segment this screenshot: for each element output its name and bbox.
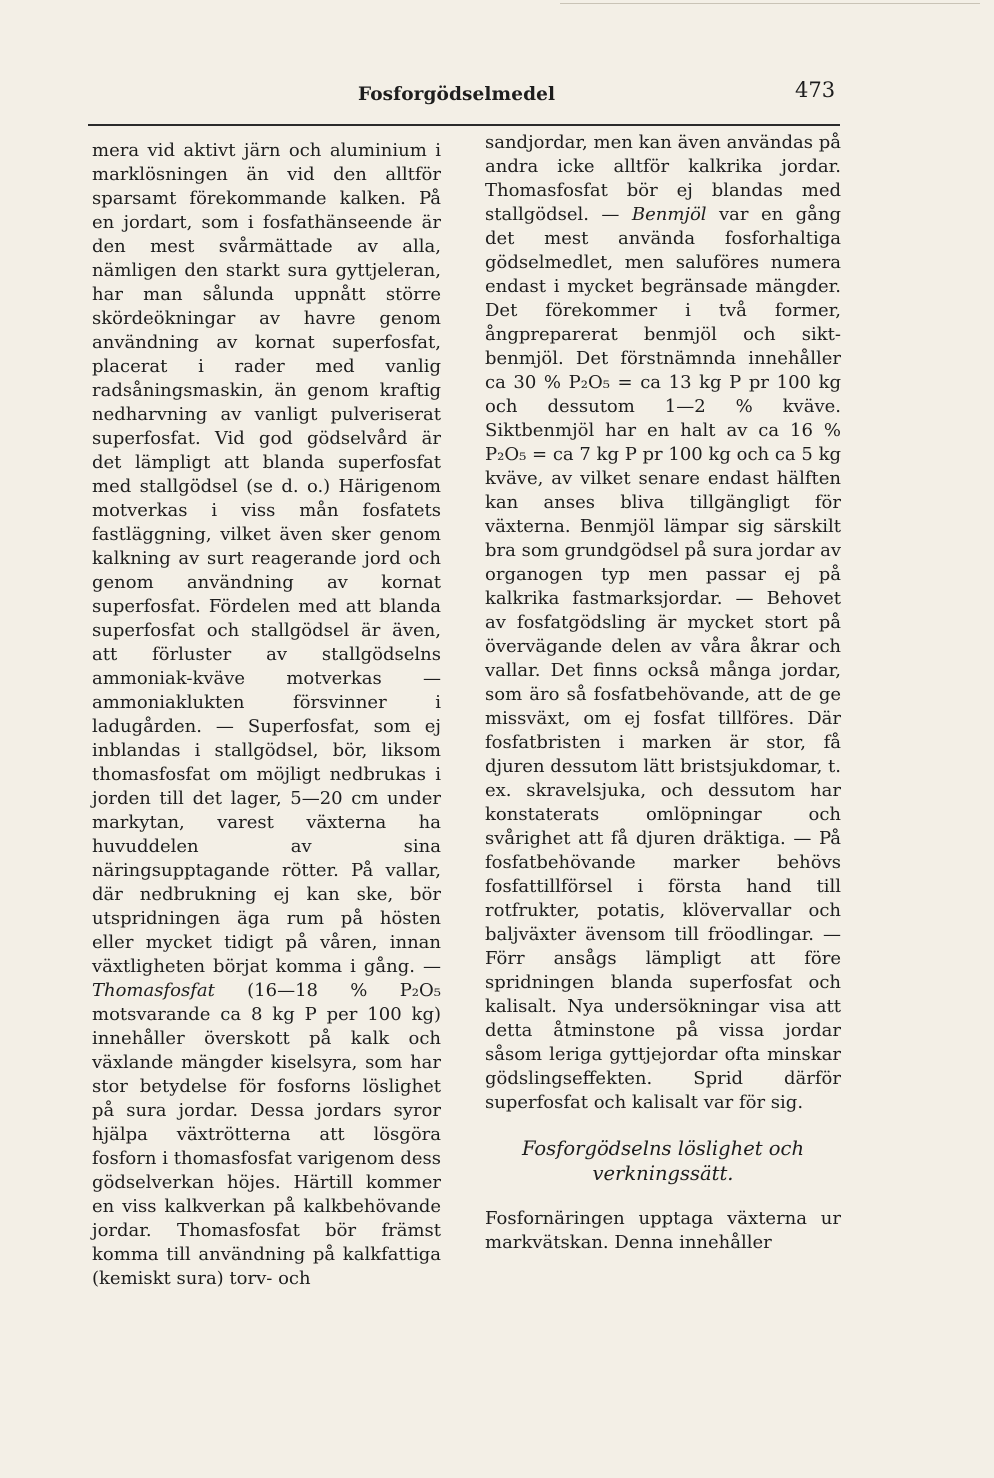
benmjol-term: Benmjöl xyxy=(631,204,707,225)
page-number: 473 xyxy=(795,78,836,102)
section-paragraph: Fosfornäringen upptaga växterna ur markvätskan. Denna innehåller xyxy=(485,1208,841,1253)
left-paragraph xyxy=(92,139,441,1291)
right-text-part-2: var en gång det mest använda fosforhaltiga gödselmedlet, men saluföres numera endast i mycket begränsade mängder. Det förekommer i två former, ångpreparerat benmjöl och sikt-benmjöl. Det förstnämnda innehåller ca 30 % P₂O₅ = ca 13 kg P pr 100 kg och dessutom 1—2 % kväve. Siktbenmjöl har en halt av ca 16 % P₂O₅ = ca 7 kg P pr 100 kg och ca 5 kg kväve, av vilket senare endast hälften kan anses bliva tillgängligt för växterna. Benmjöl lämpar sig särskilt bra som grundgödsel på sura jordar av organogen typ men passar ej på kalkrika fastmarksjordar. — Behovet av fosfatgödsling är mycket stort på övervägande delen av våra åkrar och vallar. Det finns också många jordar, som äro så fosfatbehövande, att de ge missväxt, om ej fosfat tillföres. Där fosfatbristen i marken är stor, få djuren dessutom lätt bristsjukdomar, t. ex. skravelsjuka, och dessutom har konstaterats omlöpningar och svårighet att få djuren dräktiga. — På fosfatbehövande marker behövs fosfattillförsel i första hand till rotfrukter, potatis, klövervallar och baljväxter ävensom till fröodlingar. — Förr ansågs lämpligt att före spridningen blanda superfosfat och kalisalt. Nya undersökningar visa att detta åtminstone på vissa jordar såsom leriga gyttjejordar ofta minskar gödslingseffekten. Sprid därför superfosfat och kalisalt var för sig. xyxy=(485,204,841,1113)
left-text-part-1: mera vid aktivt järn och aluminium i marklösningen än vid den alltför sparsamt förekommande kalken. På en jordart, som i fosfathänseende är den mest svårmättade av alla, nämligen den starkt sura gyttjeleran, har man sålunda uppnått större skördeökningar av havre genom användning av kornat superfosfat, placerat i rader med vanlig radsåningsmaskin, än genom kraftig nedharvning av vanligt pulveriserat superfosfat. Vid god gödselvård är det lämpligt att blanda superfosfat med stallgödsel (se d. o.) Härigenom motverkas i viss mån fosfatets fastläggning, vilket även sker genom kalkning av surt reagerande jord och genom användning av kornat superfosfat. Fördelen med att blanda superfosfat och stallgödsel är även, att förluster av stallgödselns ammoniak-kväve motverkas — ammoniaklukten försvinner i ladugården. — Superfosfat, som ej inblandas i stallgödsel, bör, liksom thomasfosfat om möjligt nedbrukas i jorden till det lager, 5—20 cm under markytan, varest växterna ha huvuddelen av sina näringsupptagande rötter. På vallar, där nedbrukning ej kan ske, bör utspridningen äga rum på hösten eller mycket tidigt på våren, innan växtligheten börjat komma i gång. — xyxy=(92,140,441,977)
top-edge-line xyxy=(560,3,980,4)
running-header-title: Fosforgödselmedel xyxy=(358,84,556,105)
right-text-part-1: sandjordar, men kan även användas på andra icke alltför kalkrika jordar. Thomasfosfat bör ej blandas med stallgödsel. — xyxy=(485,132,841,225)
section-heading xyxy=(485,1136,841,1186)
section-heading-line-2: verkningssätt. xyxy=(592,1162,734,1185)
header-rule xyxy=(88,124,840,126)
left-column xyxy=(92,139,441,1291)
left-text-part-2: (16—18 % P₂O₅ motsvarande ca 8 kg P per 100 kg) innehåller överskott på kalk och växlande mängder kiselsyra, som har stor betydelse för fosforns löslighet på sura jordar. Dessa jordars syror hjälpa växtrötterna att lösgöra fosforn i thomasfosfat varigenom dess gödselverkan höjes. Härtill kommer en viss kalkverkan på kalkbehövande jordar. Thomasfosfat bör främst komma till användning på kalkfattiga (kemiskt sura) torv- och xyxy=(92,980,441,1289)
right-paragraph xyxy=(485,131,841,1115)
section-heading-line-1: Fosforgödselns löslighet och xyxy=(521,1137,805,1160)
thomasfosfat-term: Thomasfosfat xyxy=(92,980,215,1001)
right-column xyxy=(485,131,841,1255)
